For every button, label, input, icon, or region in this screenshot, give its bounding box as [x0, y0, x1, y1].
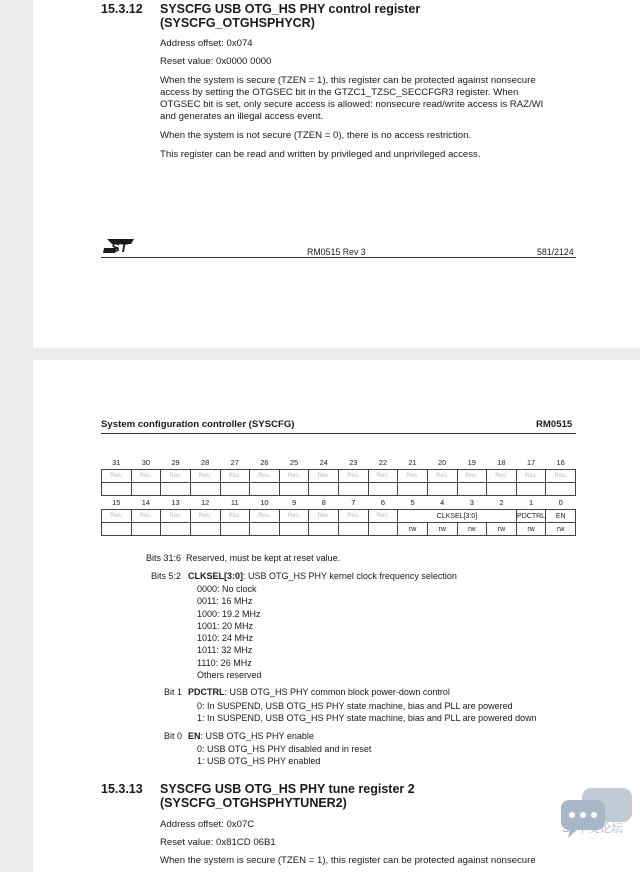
bit-number: 30 — [141, 458, 151, 467]
access-cell — [190, 523, 220, 536]
register-map-table — [101, 456, 576, 536]
forum-watermark — [558, 786, 636, 872]
section-number: 15.3.13 — [101, 782, 143, 796]
bit-0-description — [188, 730, 314, 742]
bit-0-label: Bit 0 — [164, 731, 183, 741]
bit-number: 5 — [410, 498, 415, 507]
pdctrl-field-text: : USB OTG_HS PHY common block power-down control — [224, 687, 450, 697]
bit-number: 17 — [526, 458, 536, 467]
section-title-line1: SYSCFG USB OTG_HS PHY tune register 2 — [160, 782, 415, 796]
upper-field-row — [102, 470, 576, 483]
reserved-bit-cell: Res. — [546, 470, 576, 483]
bit-number: 16 — [556, 458, 565, 467]
reserved-bit-cell: Res. — [279, 510, 309, 523]
access-cell — [339, 523, 369, 536]
access-cell — [220, 523, 250, 536]
en-value: 1: USB OTG_HS PHY enabled — [197, 756, 321, 767]
clksel-value: 0000: No clock — [197, 584, 257, 594]
access-cell — [250, 483, 280, 496]
reserved-bit-cell: Res. — [220, 470, 250, 483]
header-rule — [101, 433, 576, 434]
bit-number: 8 — [321, 498, 326, 507]
pdctrl-field-cell: PDCTRL — [516, 510, 546, 523]
lower-bit-numbers — [102, 496, 576, 510]
reserved-bit-cell: Res. — [102, 510, 132, 523]
bit-number: 0 — [558, 498, 563, 507]
reserved-bit-cell: Res. — [457, 470, 487, 483]
pdctrl-values-list — [197, 700, 537, 725]
bit-number: 27 — [230, 458, 239, 467]
bit-number: 13 — [171, 498, 180, 507]
en-field-text: : USB OTG_HS PHY enable — [200, 731, 314, 741]
clksel-field-cell: CLKSEL[3:0] — [398, 510, 517, 523]
access-cell — [161, 483, 191, 496]
section-title-line2: (SYSCFG_OTGHSPHYCR) — [160, 16, 315, 30]
reserved-bit-cell: Res. — [339, 470, 369, 483]
reserved-bit-cell: Res. — [131, 510, 161, 523]
reserved-bit-cell: Res. — [250, 470, 280, 483]
clksel-value: Others reserved — [197, 670, 262, 681]
reserved-bit-cell: Res. — [516, 470, 546, 483]
en-values-list — [197, 743, 371, 768]
bit-number: 28 — [201, 458, 210, 467]
reserved-bit-cell: Res. — [309, 510, 339, 523]
reserved-bit-cell: Res. — [368, 510, 398, 523]
section-title-line1: SYSCFG USB OTG_HS PHY control register — [160, 2, 421, 16]
lower-field-row — [102, 510, 576, 523]
bit-number: 29 — [171, 458, 180, 467]
clksel-value: 1011: 32 MHz — [197, 645, 253, 656]
clksel-values-list — [197, 583, 262, 681]
pdctrl-value: 0: In SUSPEND, USB OTG_HS PHY state machine, bias and PLL are powered — [197, 701, 513, 711]
access-cell — [398, 483, 428, 496]
bit-number: 12 — [201, 498, 210, 507]
lower-access-row — [102, 523, 576, 536]
bit-number: 14 — [141, 498, 151, 507]
address-offset: Address offset: 0x074 — [160, 38, 253, 49]
secure-paragraph-line: OTGSEC bit is set, only secure access is allowed: nonsecure read/write access is RAZ/WI — [160, 99, 544, 110]
access-cell — [309, 523, 339, 536]
clksel-value: 1010: 24 MHz — [197, 633, 254, 644]
bit-number: 31 — [112, 458, 121, 467]
bit-number: 22 — [378, 458, 388, 467]
access-rw-cell: rw — [398, 523, 428, 536]
reserved-bit-cell: Res. — [190, 510, 220, 523]
access-cell — [190, 483, 220, 496]
secure-paragraph-line: access by setting the OTGSEC bit in the GTZC1_TZSC_SECCFGR3 register. When — [160, 87, 519, 98]
access-cell — [457, 483, 487, 496]
reserved-bit-cell: Res. — [102, 470, 132, 483]
clksel-value: 1000: 19.2 MHz — [197, 608, 261, 619]
upper-access-row — [102, 483, 576, 496]
bit-number: 26 — [260, 458, 269, 467]
access-cell — [546, 483, 576, 496]
footer-rule — [101, 257, 576, 258]
st-logo-text: ST — [111, 240, 128, 254]
section-title-line2: (SYSCFG_OTGHSPHYTUNER2) — [160, 796, 347, 810]
bits-31-6-text: Reserved, must be kept at reset value. — [186, 553, 341, 563]
access-cell — [250, 523, 280, 536]
access-rw-cell: rw — [427, 523, 457, 536]
access-cell — [102, 483, 132, 496]
bit-1-label: Bit 1 — [164, 687, 183, 697]
pdctrl-value: 1: In SUSPEND, USB OTG_HS PHY state machine, bias and PLL are powered down — [197, 713, 537, 724]
access-rw-cell: rw — [457, 523, 487, 536]
reserved-bit-cell: Res. — [220, 510, 250, 523]
bit-number: 15 — [112, 498, 121, 507]
reserved-bit-cell: Res. — [427, 470, 457, 483]
running-header-doc: RM0515 — [536, 419, 573, 430]
access-cell — [131, 483, 161, 496]
reserved-bit-cell: Res. — [161, 510, 191, 523]
secure-paragraph — [160, 75, 543, 123]
bits-31-6-description — [146, 552, 340, 564]
reserved-bit-cell: Res. — [131, 470, 161, 483]
bit-number: 23 — [349, 458, 358, 467]
access-cell — [427, 483, 457, 496]
access-cell — [102, 523, 132, 536]
reserved-bit-cell: Res. — [250, 510, 280, 523]
reserved-bit-cell: Res. — [279, 470, 309, 483]
section-number: 15.3.12 — [101, 2, 143, 16]
document-page-581 — [33, 0, 640, 348]
footer-doc-ref: RM0515 Rev 3 — [307, 247, 366, 257]
reserved-bit-cell: Res. — [309, 470, 339, 483]
access-rw-cell: rw — [487, 523, 517, 536]
bit-number: 20 — [438, 458, 447, 467]
bit-number: 10 — [260, 498, 269, 507]
running-header-title: System configuration controller (SYSCFG) — [101, 419, 295, 430]
bit-number: 7 — [351, 498, 356, 507]
secure-paragraph-line: When the system is secure (TZEN = 1), this register can be protected against nonsecure — [160, 75, 536, 86]
st-logo-icon — [103, 238, 135, 259]
document-page-582 — [33, 360, 640, 872]
pdctrl-field-name: PDCTRL — [188, 687, 225, 697]
bit-number: 3 — [469, 498, 474, 507]
secure-paragraph-line: When the system is secure (TZEN = 1), this register can be protected against nonsecure — [160, 855, 536, 866]
access-cell — [131, 523, 161, 536]
bit-number: 4 — [440, 498, 445, 507]
watermark-text: ST中文论坛 — [562, 823, 623, 835]
access-rw-cell: rw — [546, 523, 576, 536]
en-field-name: EN — [188, 731, 201, 741]
bit-number: 9 — [291, 498, 297, 507]
access-cell — [368, 523, 398, 536]
reserved-bit-cell: Res. — [161, 470, 191, 483]
address-offset: Address offset: 0x07C — [160, 819, 255, 830]
access-cell — [309, 483, 339, 496]
reserved-bit-cell: Res. — [190, 470, 220, 483]
access-rw-cell: rw — [516, 523, 546, 536]
bit-number: 25 — [289, 458, 299, 467]
bit-number: 19 — [467, 458, 476, 467]
reserved-bit-cell: Res. — [487, 470, 517, 483]
bit-number: 18 — [497, 458, 506, 467]
upper-bit-numbers — [102, 456, 576, 470]
secure-paragraph-line: and generates an illegal access event. — [160, 111, 324, 122]
access-cell — [368, 483, 398, 496]
bit-number: 6 — [380, 498, 386, 507]
bit-number: 21 — [408, 458, 417, 467]
nonsecure-paragraph: When the system is not secure (TZEN = 0), there is no access restriction. — [160, 130, 472, 141]
privilege-paragraph: This register can be read and written by privileged and unprivileged access. — [160, 149, 481, 160]
bit-number: 11 — [230, 498, 239, 507]
bits-5-2-label: Bits 5:2 — [151, 571, 182, 581]
access-cell — [161, 523, 191, 536]
bit-1-description — [188, 686, 450, 698]
en-value: 0: USB OTG_HS PHY disabled and in reset — [197, 744, 372, 754]
bits-5-2-description — [188, 570, 457, 582]
access-cell — [279, 523, 309, 536]
clksel-field-name: CLKSEL[3:0] — [188, 571, 244, 581]
en-field-cell: EN — [546, 510, 576, 523]
bit-number: 1 — [528, 498, 534, 507]
reserved-bit-cell: Res. — [368, 470, 398, 483]
reset-value: Reset value: 0x0000 0000 — [160, 56, 272, 67]
reserved-bit-cell: Res. — [398, 470, 428, 483]
reset-value: Reset value: 0x81CD 06B1 — [160, 837, 276, 848]
access-cell — [279, 483, 309, 496]
clksel-value: 1001: 20 MHz — [197, 620, 254, 631]
bit-number: 24 — [319, 458, 328, 467]
reserved-bit-cell: Res. — [339, 510, 369, 523]
clksel-value: 0011: 16 MHz — [197, 596, 253, 607]
clksel-value: 1110: 26 MHz — [197, 657, 252, 668]
clksel-field-text: : USB OTG_HS PHY kernel clock frequency selection — [243, 571, 457, 581]
access-cell — [516, 483, 546, 496]
footer-page-number: 581/2124 — [537, 247, 574, 257]
access-cell — [220, 483, 250, 496]
access-cell — [487, 483, 517, 496]
access-cell — [339, 483, 369, 496]
bits-31-6-label: Bits 31:6 — [146, 553, 182, 563]
bit-number: 2 — [499, 498, 504, 507]
